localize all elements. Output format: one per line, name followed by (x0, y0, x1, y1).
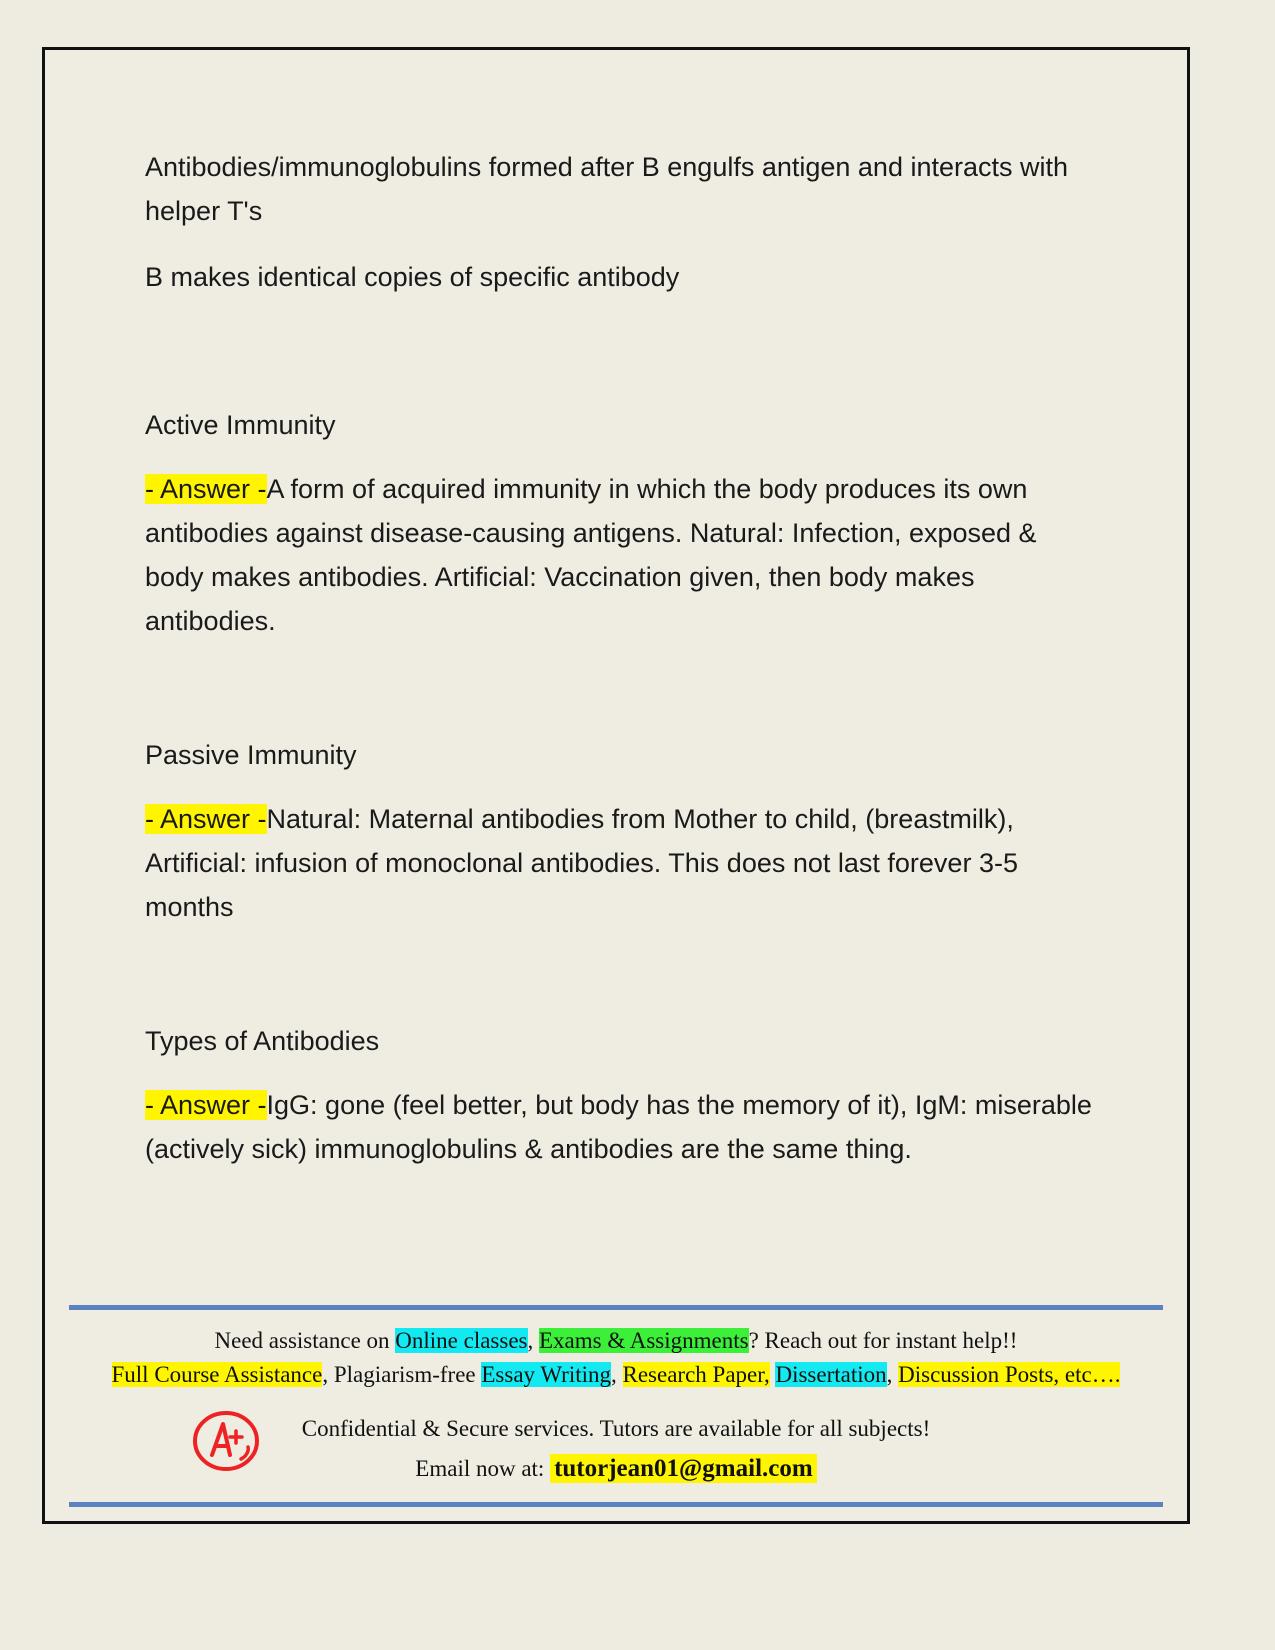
spacer (145, 957, 1100, 1019)
footer-text-2b: , (611, 1362, 623, 1387)
heading-types-of-antibodies: Types of Antibodies (145, 1026, 380, 1056)
answer-text: A form of acquired immunity in which the body produces its own antibodies against disease-causing antigens. Natural: Infection, exposed & body makes antibodies. Artificial: Vaccination given, then body makes antibodies. (145, 474, 1037, 636)
footer-text-1a: Need assistance on (214, 1328, 396, 1353)
footer-highlight-research-paper: Research Paper, (622, 1362, 770, 1387)
footer-highlight-full-course: Full Course Assistance (111, 1362, 323, 1387)
spacer (145, 327, 1100, 403)
paragraph-intro-1: Antibodies/immunoglobulins formed after B engulfs antigen and interacts with helper T's (145, 152, 1069, 226)
document-body (145, 145, 1100, 1199)
footer-text-1b: , (527, 1328, 539, 1353)
heading-active-immunity: Active Immunity (145, 410, 336, 440)
answer-tag: - Answer - (145, 804, 267, 834)
answer-types-of-antibodies (145, 1083, 1100, 1171)
footer-text-2d: , (886, 1362, 899, 1387)
divider-top (69, 1305, 1163, 1310)
footer-line-1 (69, 1324, 1163, 1358)
footer-highlight-discussion-posts: Discussion Posts, etc…. (898, 1362, 1121, 1387)
answer-text: IgG: gone (feel better, but body has the memory of it), IgM: miserable (actively sick) immunoglobulins & antibodies are the same thing. (145, 1090, 1092, 1164)
footer-text-1c: ? Reach out for instant help!! (748, 1328, 1018, 1353)
footer-text-2a: , Plagiarism-free (322, 1362, 482, 1387)
email-address-link[interactable]: tutorjean01@gmail.com (550, 1454, 817, 1483)
footer-contact-text (302, 1410, 931, 1488)
footer-email-row (302, 1450, 931, 1488)
spacer (145, 671, 1100, 733)
document-page (42, 47, 1190, 1524)
footer-highlight-online-classes: Online classes (395, 1328, 528, 1353)
divider-bottom (69, 1502, 1163, 1507)
answer-tag: - Answer - (145, 1090, 267, 1120)
promo-footer (69, 1305, 1163, 1507)
email-prefix-label: Email now at: (415, 1456, 545, 1481)
footer-highlight-exams-assignments: Exams & Assignments (539, 1328, 749, 1353)
footer-highlight-essay-writing: Essay Writing (481, 1362, 611, 1387)
footer-contact-row (69, 1410, 1163, 1488)
footer-line-2 (69, 1358, 1163, 1392)
answer-active-immunity (145, 467, 1100, 643)
paragraph-intro-2: B makes identical copies of specific antibody (145, 262, 680, 292)
footer-highlight-dissertation: Dissertation (775, 1362, 887, 1387)
footer-tagline: Confidential & Secure services. Tutors are available for all subjects! (301, 1416, 931, 1441)
a-plus-grade-icon (189, 1404, 263, 1478)
answer-passive-immunity (145, 797, 1100, 929)
answer-tag: - Answer - (145, 474, 267, 504)
heading-passive-immunity: Passive Immunity (145, 740, 357, 770)
answer-text: Natural: Maternal antibodies from Mother to child, (breastmilk), Artificial: infusion of monoclonal antibodies. This does not last forever 3-5 months (145, 804, 1018, 922)
